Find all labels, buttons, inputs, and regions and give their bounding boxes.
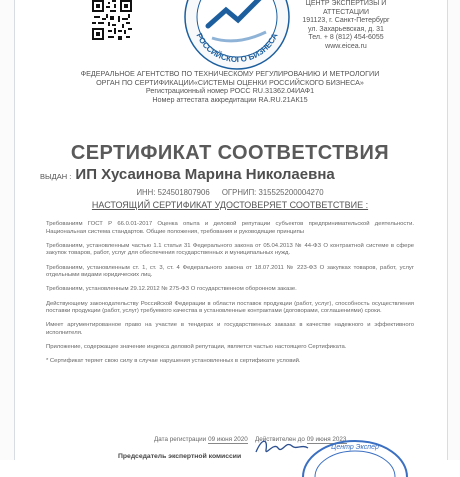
agency-line2: ОРГАН ПО СЕРТИФИКАЦИИ«СИСТЕМЫ ОЦЕНКИ РОССИЙСКОГО БИЗНЕСА» (96, 77, 364, 87)
registration-date: 09 июня 2020 (208, 436, 248, 443)
business-seal-logo (182, 0, 292, 72)
issuer-name-line2: АТТЕСТАЦИИ (322, 8, 370, 16)
commission-chair: Председатель экспертной комиссии (118, 453, 242, 460)
confirm-heading: НАСТОЯЩИЙ СЕРТИФИКАТ УДОСТОВЕРЯЕТ СООТВЕТСТВИЕ : (91, 200, 369, 210)
body-paragraph: Требованиям, установленным 29.12.2012 № 275-ФЗ О государственном оборонном заказе. (46, 286, 297, 293)
body-paragraph: Приложение, содержащее значение индекса деловой репутации, является частью настоящего Сертификата. (46, 344, 347, 351)
tax-ids (24, 188, 436, 197)
issuer-name-line1: ЦЕНТР ЭКСПЕРТИЗЫ И (305, 0, 387, 7)
qr-code-icon (92, 0, 132, 40)
holder-name: ИП Хусаинова Марина Николаевна (75, 166, 335, 183)
issued-label: ВЫДАН : (40, 172, 72, 181)
agency-line1: ФЕДЕРАЛЬНОЕ АГЕНТСТВО ПО ТЕХНИЧЕСКОМУ РЕГУЛИРОВАНИЮ И МЕТРОЛОГИИ (80, 69, 380, 78)
valid-until-date: 09 июня 2023 (306, 436, 347, 443)
agency-block (24, 70, 436, 104)
body-paragraph: Требованиям, установленным частью 1.1 статьи 31 Федерального закона от 05.04.2013 № 44-ФЗ О контрактной системе в сфере закупок товаров, работ, услуг для обеспечения государственных и муниципальных нужд. (46, 242, 414, 257)
agency-line3: Регистрационный номер РОСС RU.31362.04ИАФ1 (145, 86, 315, 96)
issuer-address-street: ул. Захарьевская, д. 31 (308, 25, 384, 33)
valid-until-label: Действителен до (254, 436, 305, 443)
agency-line4: Номер аттестата аккредитации RA.RU.21АК15 (152, 94, 308, 104)
ogrnip-value: ОГРНИП: 315525200004270 (221, 188, 324, 197)
stamp-text: Центр Экспер (331, 444, 379, 451)
issuer-contacts (296, 0, 396, 52)
registration-label: Дата регистрации (154, 436, 207, 443)
certificate-body (46, 221, 414, 372)
body-paragraph: Имеет аргументированное право на участие в тендерах и государственных заказах в качестве надежного и эффективного исполнителя. (46, 322, 414, 336)
issuer-website: www.eicea.ru (325, 42, 367, 50)
inn-value: ИНН: 524501807906 (136, 188, 210, 197)
seal-text: РОССИЙСКОГО БИЗНЕСА (194, 31, 280, 65)
round-stamp-icon (300, 437, 410, 477)
body-paragraph: Требованиям ГОСТ Р 66.0.01-2017 Оценка опыта и деловой репутации субъектов предпринимательской деятельности. Национальная система стандартов. Общие положения, требования и руководящие принципы (46, 221, 414, 235)
body-footnote: * Сертификат теряет свою силу в случае нарушения установленных в сертификате условий. (46, 358, 301, 365)
issuer-address-city: 191123, г. Санкт-Петербург (302, 17, 390, 25)
body-paragraph: Действующему законодательству Российской Федерации в области поставок продукции (работ, услуг), способность осуществления поставки продукции (работ, услуг) требуемого качества в установленные контрактами (договорами, соглашениями) сроки. (46, 300, 414, 315)
issuer-phone: Тел. + 8 (812) 454-6055 (308, 34, 384, 42)
certificate-title: СЕРТИФИКАТ СООТВЕТСТВИЯ (70, 142, 390, 164)
issued-to (40, 166, 440, 183)
body-paragraph: Требованиям, установленным ст. 1, ст. 3, ст. 4 Федерального закона от 18.07.2011 № 223-ФЗ О закупках товаров, работ, услуг отдельными видами юридических лиц. (46, 264, 414, 279)
